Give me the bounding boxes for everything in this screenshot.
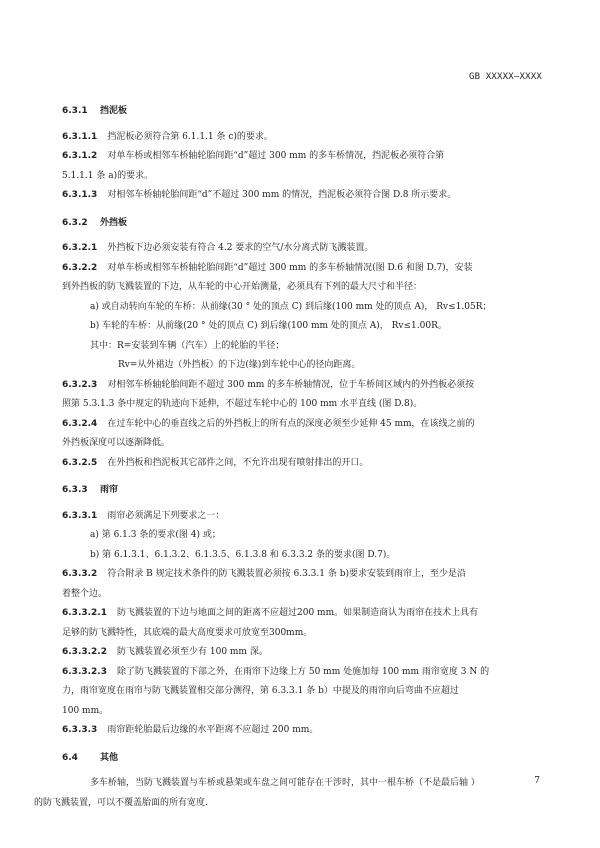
clause-6-3-2-3: 6.3.2.3 对相邻车桥轴轮胎间距不超过 300 mm 的多车桥轴情况，位于车桥间区域内的外挡板必须按 照第 5.3.1.3 条中规定的轨迹向下延伸，不超过车轮中心的 100 mm 水平直线 (图 D.8)。 bbox=[62, 379, 475, 409]
clause-6-3-2-5: 6.3.2.5 在外挡板和挡泥板其它部件之间，不允许出现有喷射排出的开口。 bbox=[62, 457, 369, 468]
list-item-a: a) 第 6.1.3 条的要求(图 4) 或； bbox=[90, 530, 221, 540]
clause-6-3-1-1: 6.3.1.1 挡泥板必须符合第 6.1.1.1 条 c)的要求。 bbox=[62, 131, 273, 142]
clause-6-3-3-1: 6.3.3.1 雨帘必须满足下列要求之一： bbox=[62, 510, 225, 521]
clause-6-3-2-1: 6.3.2.1 外挡板下边必须安装有符合 4.2 要求的空气/水分离式防飞溅装置。 bbox=[62, 243, 374, 253]
list-item-b: b) 车轮的车桥：从前缘(20 ° 处的顶点 C) 到后缘(100 mm 处的顶点 A)， Rv≤1.00R。 bbox=[90, 321, 447, 331]
clause-6-3-3-3: 6.3.3.3 雨帘距轮胎最后边缘的水平距离不应超过 200 mm。 bbox=[62, 725, 319, 735]
document-body bbox=[34, 98, 540, 813]
section-heading-6-3-3: 6.3.3 雨帘 bbox=[62, 485, 119, 495]
list-item-a: a) 或自动转向车轮的车桥：从前缘(30 ° 处的顶点 C) 到后缘(100 mm 处的顶点 A)， Rv≤1.05R； bbox=[90, 301, 492, 312]
clause-6-3-3-2-1: 6.3.3.2.1 防飞溅装置的下边与地面之间的距离不应超过200 mm。如果制造商认为雨帘在技术上具有 足够的防飞溅特性，其底端的最大高度要求可放宽至300mm。 bbox=[62, 608, 479, 638]
clause-6-3-1-3: 6.3.1.3 对相邻车桥轴轮胎间距“d”不超过 300 mm 的情况，挡泥板必须符合图 D.8 所示要求。 bbox=[62, 190, 457, 200]
clause-6-3-1-2: 6.3.1.2 对单车桥或相邻车桥轴轮胎间距“d”超过 300 mm 的多车桥情况，挡泥板必须符合第 5.1.1.1 条 a)的要求。 bbox=[62, 151, 445, 181]
section-heading-6-3-1: 6.3.1 挡泥板 bbox=[62, 106, 128, 116]
note-rv: Rv=从外裙边（外挡板）的下边(缘)到车轮中心的径向距离。 bbox=[118, 360, 361, 370]
paragraph-6-4: 多车桥轴，当防飞溅装置与车桥或悬架或车盘之间可能存在干涉时，其中一根车桥（不是最后轴 ） 的防飞溅装置，可以不覆盖胎面的所有宽度. bbox=[34, 778, 480, 808]
section-heading-6-3-2: 6.3.2 外挡板 bbox=[62, 217, 128, 228]
clause-6-3-3-2-2: 6.3.3.2.2 防飞溅装置必须至少有 100 mm 深。 bbox=[62, 647, 268, 657]
clause-6-3-2-4: 6.3.2.4 在过车轮中心的垂直线之后的外挡板上的所有点的深度必须至少延伸 45 mm，在该线之前的 外挡板深度可以逐渐降低。 bbox=[62, 418, 475, 448]
clause-6-3-2-2: 6.3.2.2 对单车桥或相邻车桥轴轮胎间距“d”超过 300 mm 的多车桥轴情况(图 D.6 和图 D.7)，安装 到外挡板的防飞溅装置的下边，从车轮的中心开始测量，必须具有下列的最大尺寸和半径： bbox=[62, 262, 473, 292]
page-number: 7 bbox=[534, 776, 540, 786]
clause-6-3-3-2-3: 6.3.3.2.3 除了防飞溅装置的下部之外，在雨帘下边缘上方 50 mm 处施加每 100 mm 雨帘宽度 3 N 的 力，雨帘宽度在雨帘与防飞溅装置相交部分测得，第 6.3.3.1 条 b）中提及的雨帘向后弯曲不应超过 100 mm。 bbox=[62, 666, 490, 716]
section-heading-6-4: 6.4 其他 bbox=[62, 752, 119, 763]
clause-6-3-3-2: 6.3.3.2 符合附录 B 规定技术条件的防飞溅装置必须按 6.3.3.1 条 b)要求安装到雨帘上，至少是沿 着整个边。 bbox=[62, 569, 466, 599]
note-r: 其中：R=安装到车辆（汽车）上的轮胎的半径； bbox=[90, 340, 285, 351]
list-item-b: b) 第 6.1.3.1、6.1.3.2、6.1.3.5、6.1.3.8 和 6.3.3.2 条的要求(图 D.7)。 bbox=[90, 549, 396, 560]
standard-number: GB XXXXX—XXXX bbox=[468, 72, 542, 82]
